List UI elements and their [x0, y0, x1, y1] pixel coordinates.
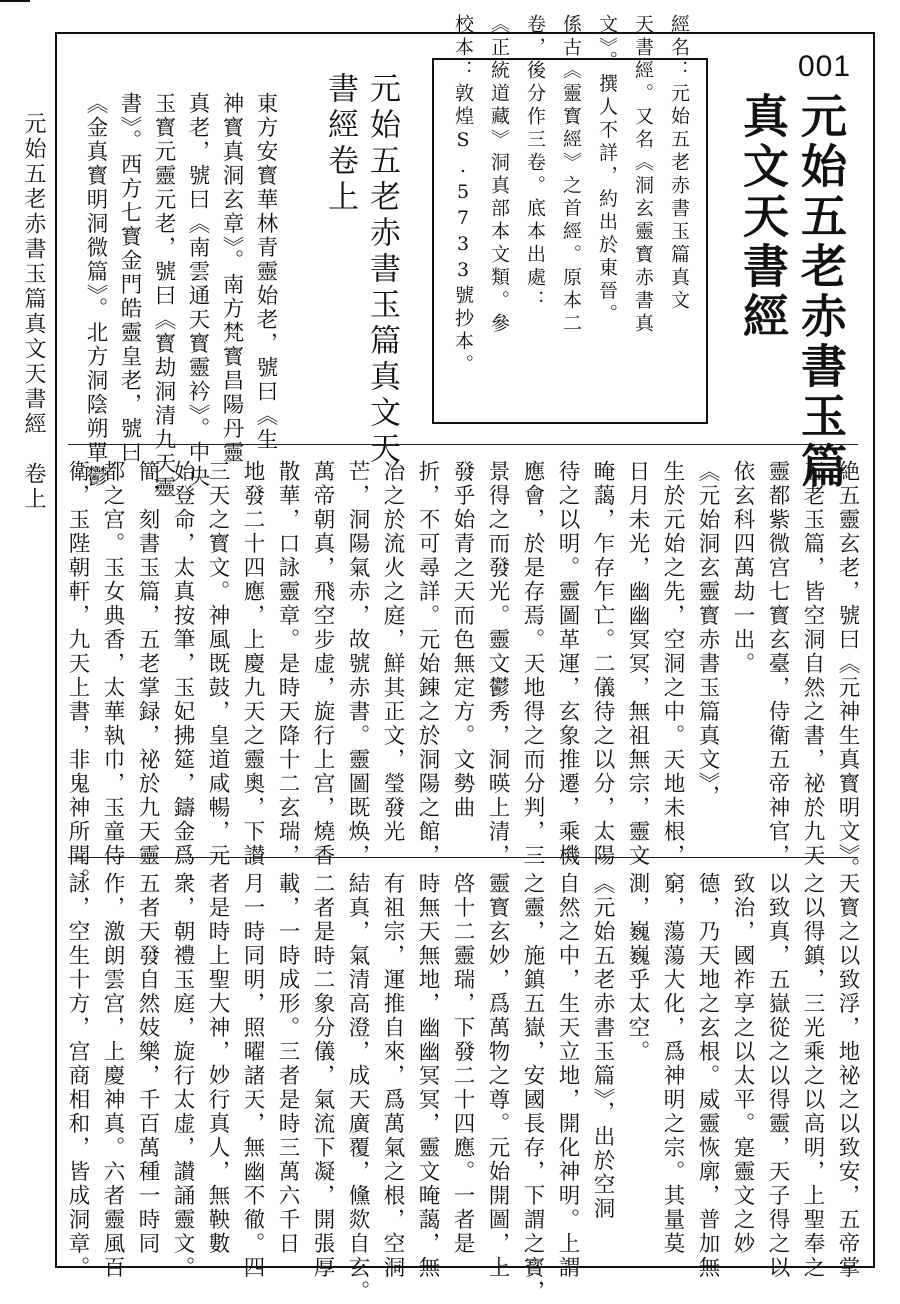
text-column: 之以得鎮，三光乘之以高明，上聖奉之	[800, 872, 825, 1280]
note-line: 文》。撰人不詳，約出於東晉。	[596, 14, 618, 327]
text-column: 德，乃天地之玄根。威靈恢廓，普加無	[695, 872, 720, 1280]
text-column: 月一時同明，照曜諸天，無幽不徹。四	[240, 872, 265, 1280]
text-column: 冶之於流火之庭，鮮其正文，瑩發光	[380, 460, 405, 844]
subtitle-line: 元始五老赤書玉篇真文天	[364, 72, 400, 468]
text-column: 應會，於是存焉。天地得之而分判，三	[520, 460, 545, 868]
text-column: 衛，玉陛朝軒，九天上書，非鬼神所聞。	[65, 460, 90, 892]
text-column: 絶五靈玄老，號曰《元神生真寳明文》。	[835, 460, 860, 882]
main-title-line: 元始五老赤書玉篇	[794, 92, 848, 492]
text-column: 致治，國祚享之以太平。寔靈文之妙	[730, 872, 755, 1256]
text-column: 《金真寳明洞微篇》。北方洞陰朔單鬱	[83, 92, 108, 490]
text-column: 《元始洞玄靈寳赤書玉篇真文》，	[695, 460, 720, 810]
text-column: 日月未光，幽幽冥冥，無祖無宗，靈文	[625, 460, 650, 868]
text-column: 散華，口詠靈章。是時天降十二玄瑞，	[275, 460, 300, 868]
text-column: 折，不可尋詳。元始錬之於洞陽之館，	[415, 460, 440, 868]
text-column: 者是時上聖大神，妙行真人，無鞅數	[205, 872, 230, 1256]
text-column: 之靈，施鎮五嶽，安國長存，下謂之寳，	[520, 872, 545, 1304]
text-column: 真老，號曰《南雲通天寳靈衿》。中央	[185, 92, 210, 490]
text-column: 東方安寳華林青靈始老，號曰《生	[253, 92, 278, 452]
text-column: 二者是時二象分儀，氣流下凝，開張厚	[310, 872, 335, 1280]
text-column: 書》。西方七寳金門皓靈皇老，號曰	[117, 92, 142, 466]
main-title-line: 真文天書經	[736, 92, 790, 342]
text-column: 天寳之以致浮，地祕之以致安，五帝掌	[835, 872, 860, 1280]
text-column: 發乎始青之天而色無定方。文勢曲	[450, 460, 475, 820]
text-column: 神寳真洞玄章》。南方梵寳昌陽丹靈	[219, 92, 244, 466]
text-column: 有祖宗，運推自來，爲萬氣之根，空洞	[380, 872, 405, 1280]
text-column: 啓十二靈瑞，下發二十四應。一者是	[450, 872, 475, 1256]
text-column: 芒，洞陽氣赤，故號赤書。靈圖既焕，	[345, 460, 370, 868]
text-column: 衆，朝禮玉庭，旋行太虚，讃誦靈文。	[170, 872, 195, 1280]
note-line: 天書經。又名《洞玄靈寳赤書真	[632, 14, 654, 336]
text-column: 時無天無地，幽幽冥冥，靈文晻藹，無	[415, 872, 440, 1280]
text-column: 生於元始之先，空洞之中。天地未根，	[660, 460, 685, 868]
text-column: 玉寳元靈元老，號曰《寳劫洞清九天靈	[151, 92, 176, 500]
text-column: 萬帝朝真，飛空步虚，旋行上宫，燒香	[310, 460, 335, 868]
text-column: 都之宫。玉女典香，太華執巾，玉童侍	[100, 460, 125, 868]
note-line: 係古《靈寳經》之首經。原本二	[560, 14, 582, 336]
text-column: 景得之而發光。靈文鬱秀，洞暎上清，	[485, 460, 510, 868]
text-column: 測，巍巍乎太空。	[625, 872, 650, 1064]
note-line: 校本：敦煌S.5733號抄本。	[452, 14, 474, 377]
page-folio-mark	[0, 0, 30, 2]
text-column: 詠，空生十方，宫商相和，皆成洞章。	[65, 872, 90, 1280]
text-column: 窮，蕩蕩大化，爲神明之宗。其量莫	[660, 872, 685, 1256]
text-column: 待之以明。靈圖革運，玄象推遷，乘機	[555, 460, 580, 868]
text-column: 自然之中，生天立地，開化神明。上謂	[555, 872, 580, 1280]
text-column: 五者天發自然妓樂，千百萬種一時同	[135, 872, 160, 1256]
text-column: 以致真，五嶽從之以得靈，天子得之以	[765, 872, 790, 1280]
note-line: 《正統道藏》洞真部本文類。參	[488, 14, 510, 336]
note-line: 經名：元始五老赤書玉篇真文	[668, 14, 690, 313]
text-column: 五老玉篇，皆空洞自然之書，祕於九天	[800, 460, 825, 868]
text-column: 載，一時成形。三者是時三萬六千日	[275, 872, 300, 1256]
text-column: 依玄科四萬劫一出。	[730, 460, 755, 676]
text-column: 靈寳玄妙，爲萬物之尊。元始開圖，上	[485, 872, 510, 1280]
note-line: 卷，後分作三卷。底本出處：	[524, 14, 546, 313]
text-column: 作，激朗雲宫，上慶神真。六者靈風百	[100, 872, 125, 1280]
entry-number: 001	[798, 50, 852, 83]
text-column: 結真，氣清高澄，成天廣覆，儵欻自玄。	[345, 872, 370, 1304]
subtitle-line: 書經卷上	[322, 72, 358, 216]
text-column: 地發二十四應，上慶九天之靈奧，下讃	[240, 460, 265, 868]
running-title: 元始五老赤書玉篇真文天書經 卷上	[21, 112, 46, 512]
text-column: 簡，刻書玉篇，五老掌録，祕於九天靈	[135, 460, 160, 868]
text-column: 晻藹，乍存乍亡。二儀待之以分，太陽	[590, 460, 615, 868]
text-column: 靈都紫微宫七寳玄臺，侍衛五帝神官，	[765, 460, 790, 868]
text-column: 《元始五老赤書玉篇》，出於空洞	[590, 872, 615, 1222]
text-column: 三天之寳文。神風既鼓，皇道咸暢，元	[205, 460, 230, 868]
text-column: 始登命，太真按筆，玉妃拂筵，鑄金爲	[170, 460, 195, 868]
